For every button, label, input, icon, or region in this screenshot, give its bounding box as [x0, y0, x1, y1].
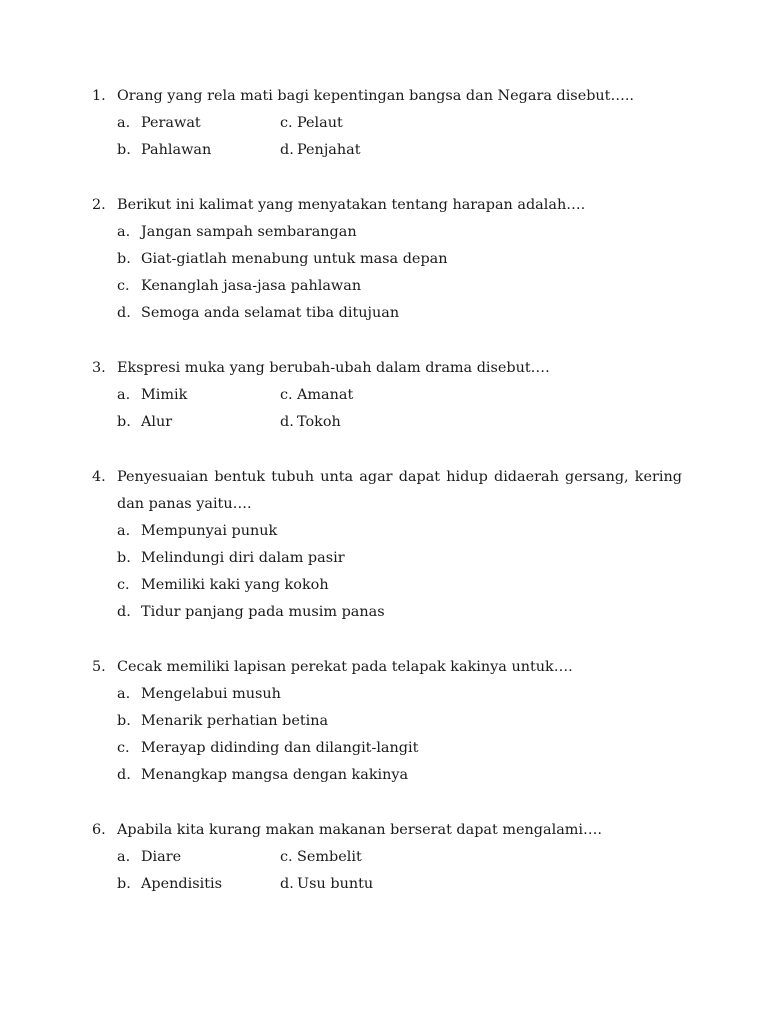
option-b: b. Alur: [117, 414, 173, 430]
option-row: [0, 572, 768, 599]
question-1: [0, 83, 768, 164]
option-row: [0, 871, 768, 898]
question-number: 4.: [92, 469, 106, 485]
option-row: [0, 518, 768, 545]
option-c: c. Merayap didinding dan dilangit-langit: [117, 740, 419, 756]
option-a: a. Perawat: [117, 115, 201, 131]
option-b: b. Apendisitis: [117, 876, 222, 892]
option-row: [0, 681, 768, 708]
question-6: [0, 817, 768, 898]
option-d: d. Penjahat: [280, 142, 361, 158]
option-row: [0, 708, 768, 735]
option-row: [0, 246, 768, 273]
option-row: [0, 599, 768, 626]
question-line: [0, 654, 768, 681]
question-3: [0, 355, 768, 436]
option-row: [0, 382, 768, 409]
option-c: c. Sembelit: [280, 849, 362, 865]
question-number: 3.: [92, 360, 106, 376]
question-2: [0, 192, 768, 327]
question-number: 1.: [92, 88, 106, 104]
question-line: [0, 192, 768, 219]
question-text: Orang yang rela mati bagi kepentingan bangsa dan Negara disebut…..: [117, 88, 635, 104]
option-row: [0, 762, 768, 789]
option-c: c. Kenanglah jasa-jasa pahlawan: [117, 278, 362, 294]
option-b: b. Pahlawan: [117, 142, 212, 158]
option-d: d. Usu buntu: [280, 876, 374, 892]
option-d: d. Semoga anda selamat tiba ditujuan: [117, 305, 400, 321]
question-5: [0, 654, 768, 789]
question-text: Penyesuaian bentuk tubuh unta agar dapat hidup didaerah gersang, kering dan panas yaitu….: [117, 469, 682, 512]
question-text: Cecak memiliki lapisan perekat pada telapak kakinya untuk….: [117, 659, 573, 675]
option-b: b. Menarik perhatian betina: [117, 713, 329, 729]
question-text: Ekspresi muka yang berubah-ubah dalam drama disebut….: [117, 360, 550, 376]
option-row: [0, 735, 768, 762]
question-number: 5.: [92, 659, 106, 675]
question-line: [0, 464, 768, 518]
option-a: a. Diare: [117, 849, 182, 865]
option-a: a. Mempunyai punuk: [117, 523, 278, 539]
question-number: 6.: [92, 822, 106, 838]
option-a: a. Mengelabui musuh: [117, 686, 281, 702]
option-a: a. Mimik: [117, 387, 188, 403]
question-text: Berikut ini kalimat yang menyatakan tentang harapan adalah….: [117, 197, 586, 213]
question-4: [0, 464, 768, 626]
option-b: b. Melindungi diri dalam pasir: [117, 550, 345, 566]
question-line: [0, 355, 768, 382]
option-c: c. Memiliki kaki yang kokoh: [117, 577, 329, 593]
option-b: b. Giat-giatlah menabung untuk masa depan: [117, 251, 448, 267]
option-row: [0, 300, 768, 327]
option-a: a. Jangan sampah sembarangan: [117, 224, 357, 240]
question-text: Apabila kita kurang makan makanan berserat dapat mengalami….: [117, 822, 602, 838]
option-row: [0, 844, 768, 871]
question-line: [0, 817, 768, 844]
option-row: [0, 545, 768, 572]
option-row: [0, 137, 768, 164]
option-d: d. Menangkap mangsa dengan kakinya: [117, 767, 409, 783]
question-number: 2.: [92, 197, 106, 213]
option-c: c. Pelaut: [280, 115, 343, 131]
option-row: [0, 110, 768, 137]
option-d: d. Tokoh: [280, 414, 341, 430]
option-row: [0, 219, 768, 246]
option-d: d. Tidur panjang pada musim panas: [117, 604, 385, 620]
option-row: [0, 273, 768, 300]
option-c: c. Amanat: [280, 387, 354, 403]
question-line: [0, 83, 768, 110]
option-row: [0, 409, 768, 436]
